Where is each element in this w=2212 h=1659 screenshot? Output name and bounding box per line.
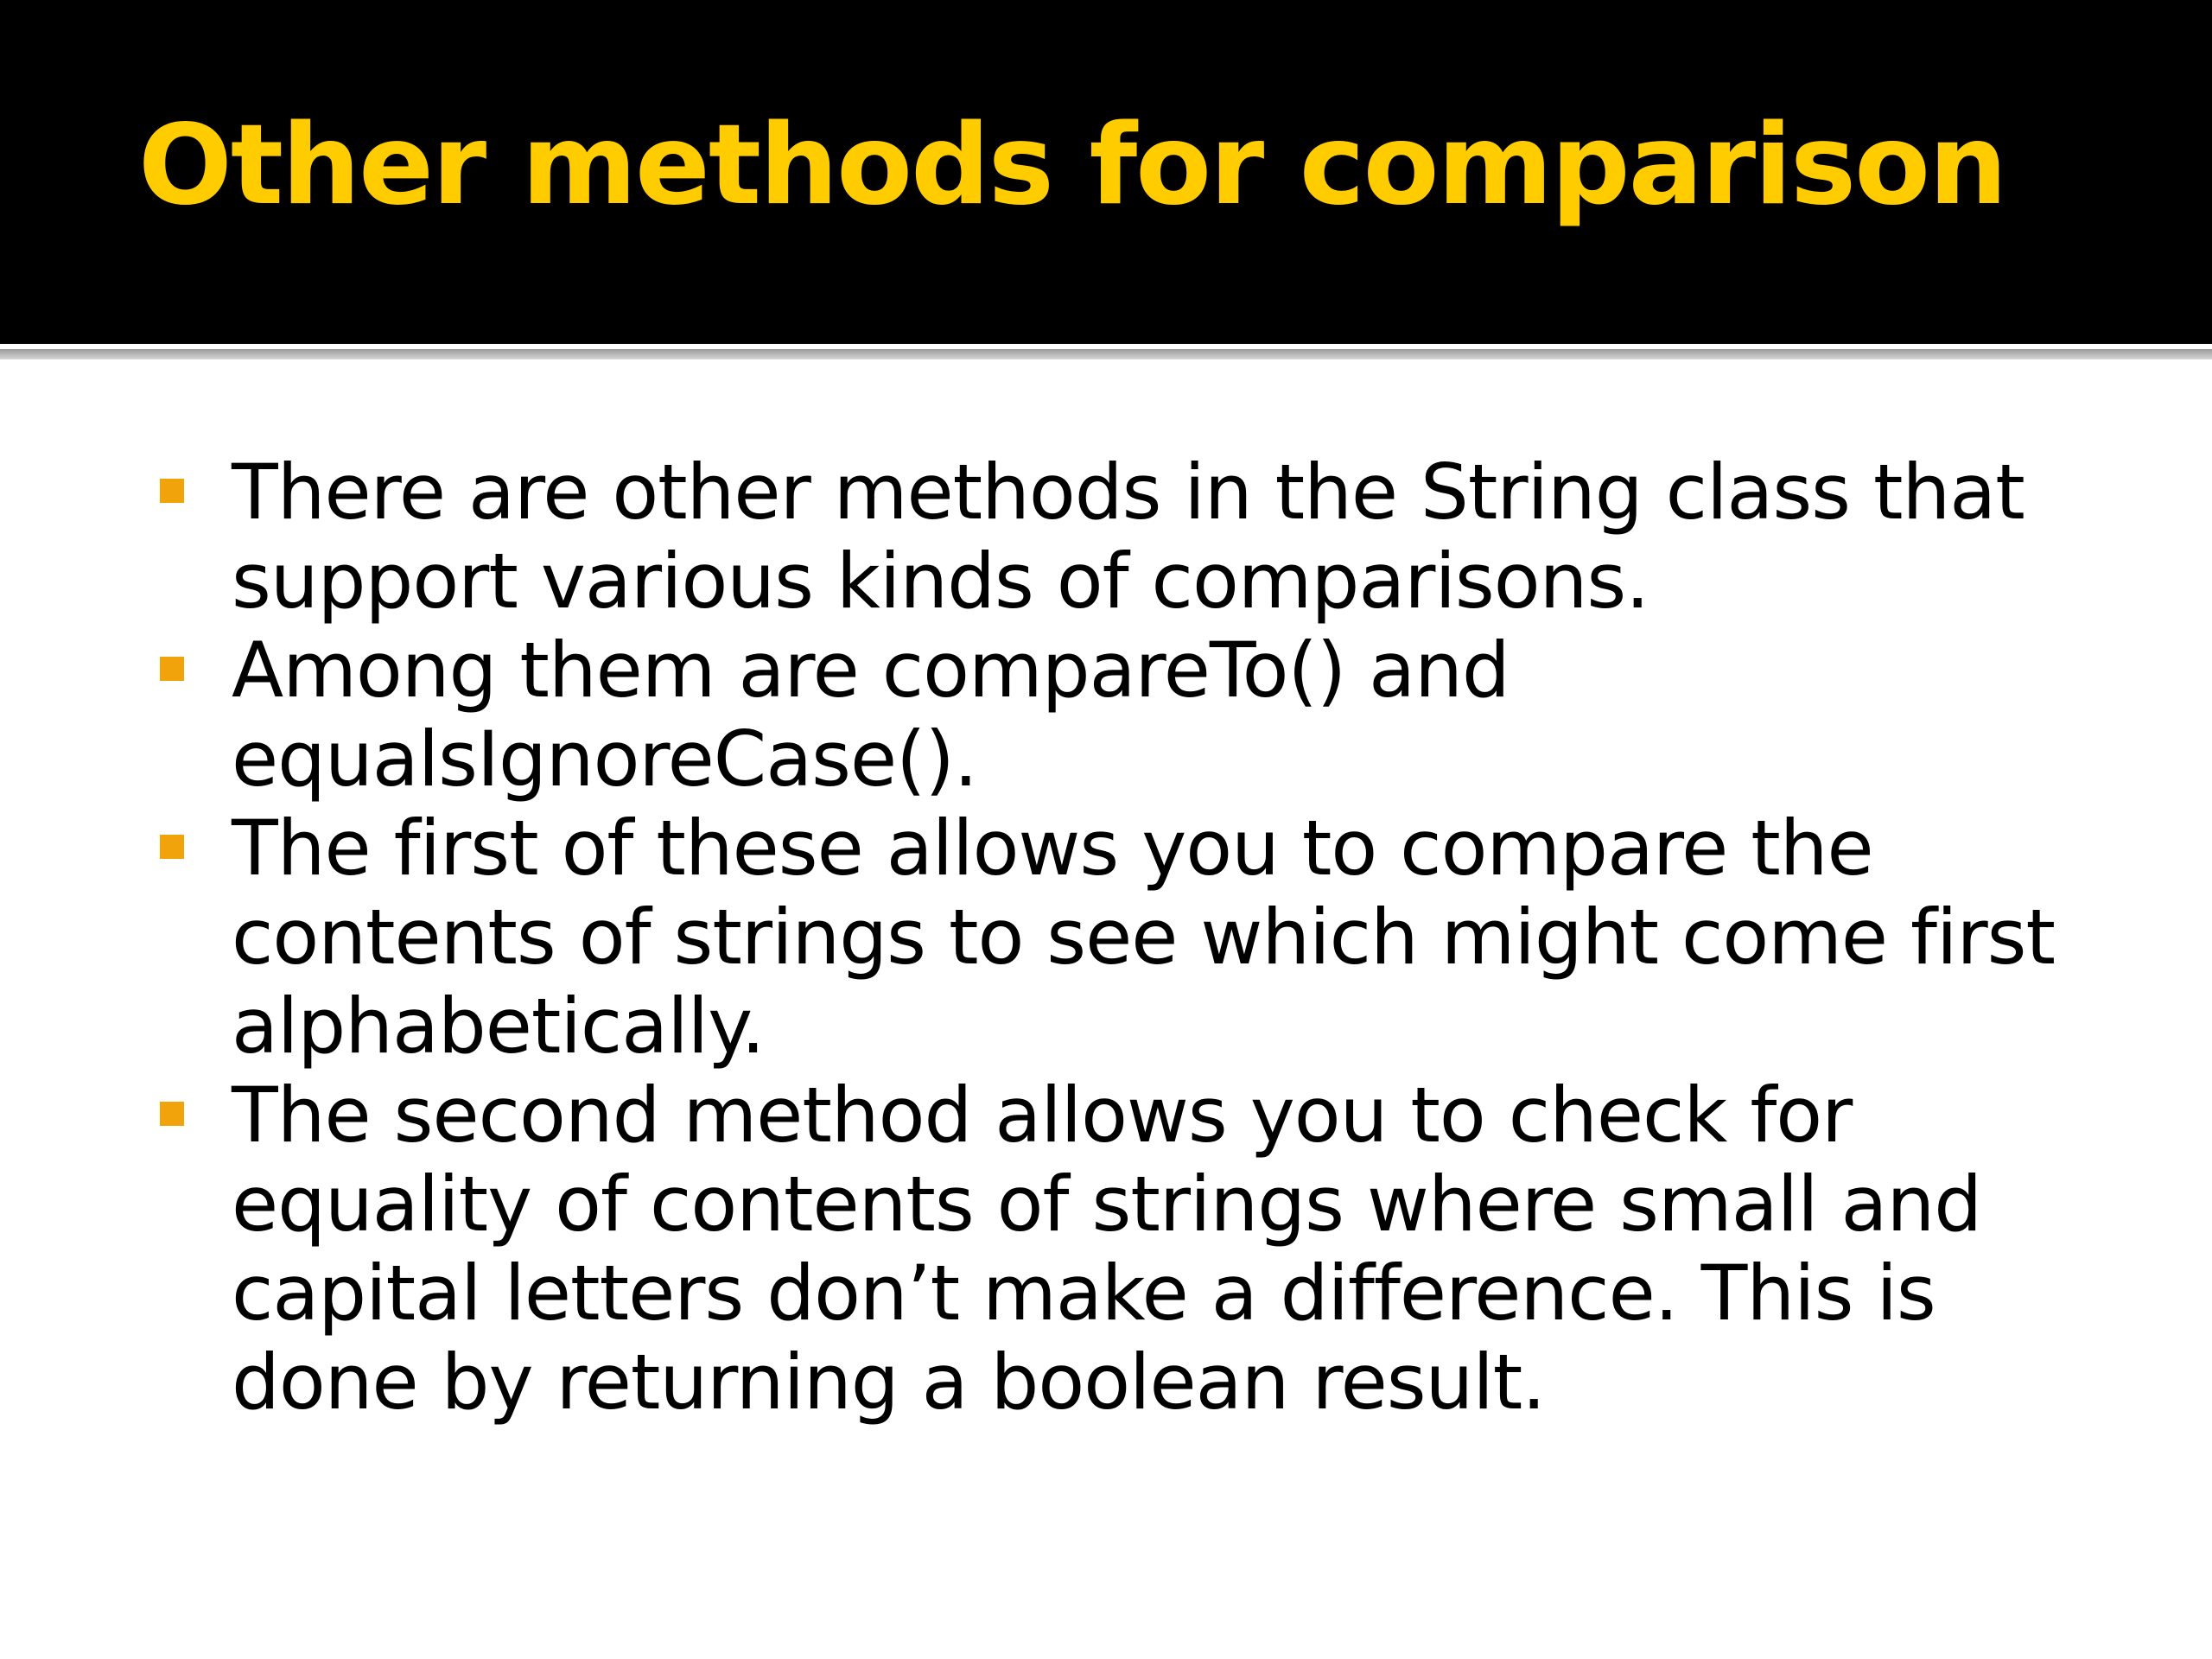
square-bullet-icon <box>160 1102 184 1126</box>
title-divider <box>0 349 2212 359</box>
bullet-item <box>156 448 2126 626</box>
square-bullet-icon <box>160 479 184 503</box>
bullet-item <box>156 804 2126 1071</box>
bullet-text: There are other methods in the String class that support various kinds of comparisons. <box>232 448 2024 626</box>
bullet-text: Among them are compareTo() and equalsIgnoreCase(). <box>232 626 1510 804</box>
bullet-text: The first of these allows you to compare the contents of strings to see which might come first alphabetically. <box>232 804 2056 1071</box>
square-bullet-icon <box>160 835 184 859</box>
bullet-item <box>156 626 2126 804</box>
slide-title: Other methods for comparison <box>138 101 2006 230</box>
bullet-item <box>156 1071 2126 1427</box>
square-bullet-icon <box>160 657 184 681</box>
bullet-text: The second method allows you to check for equality of contents of strings where small and capital letters don’t make a difference. This is done by returning a boolean result. <box>232 1071 1982 1427</box>
title-bar <box>0 0 2212 344</box>
bullet-list <box>156 448 2126 1427</box>
